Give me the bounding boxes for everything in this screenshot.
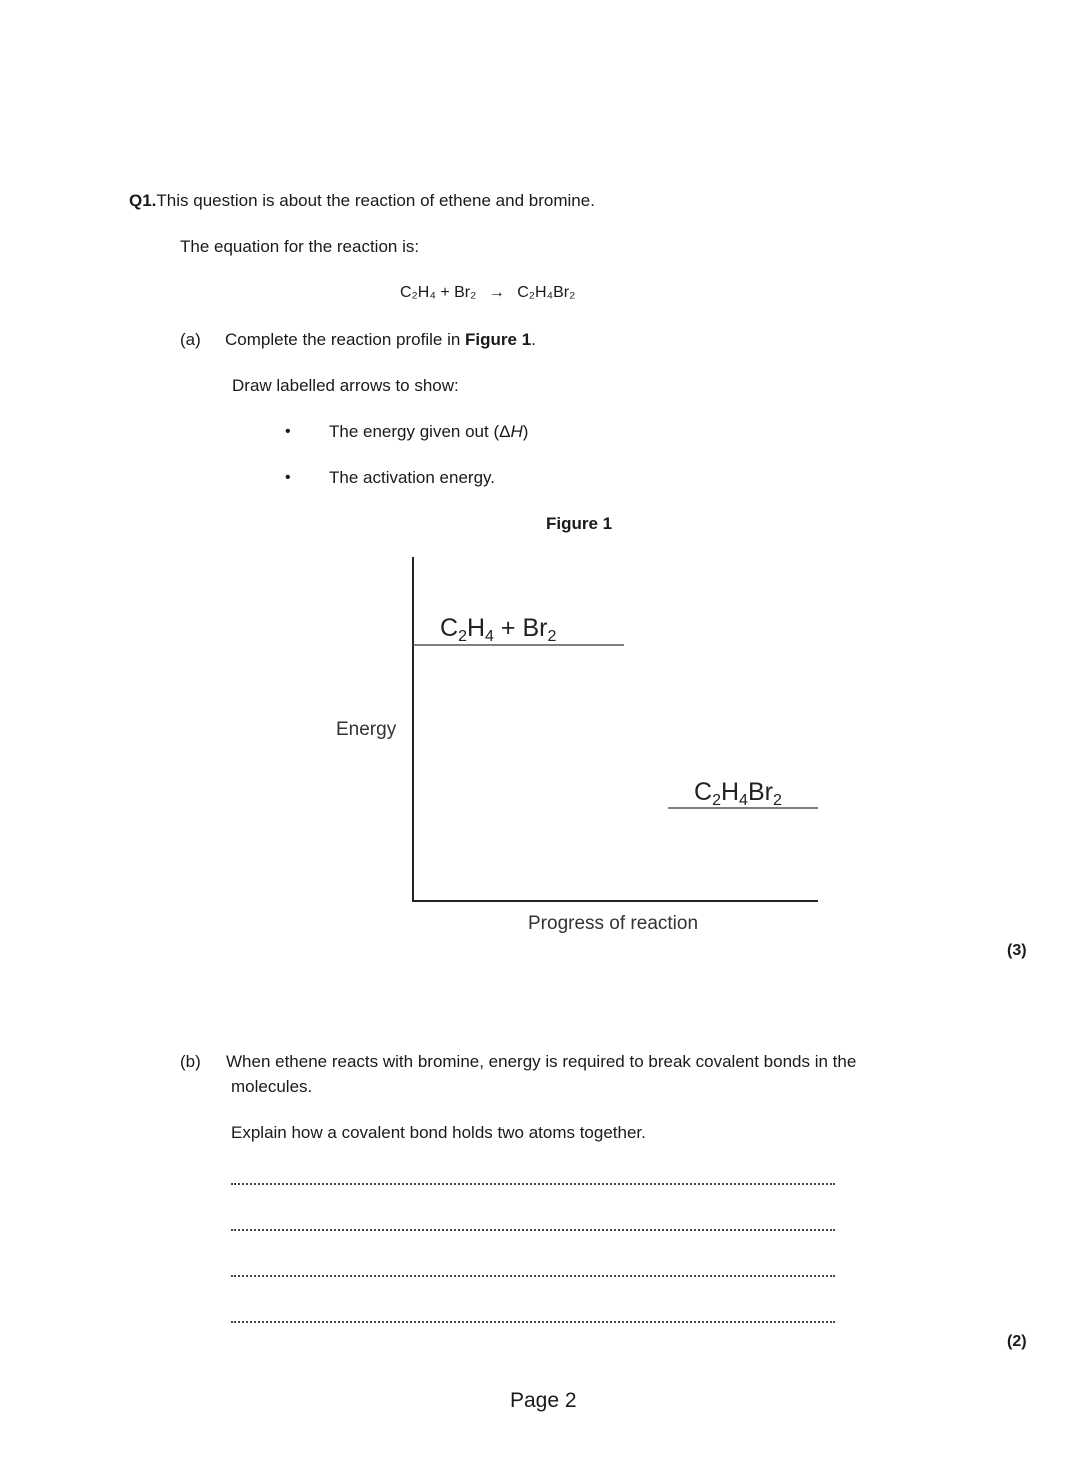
- part-b-text-line1: When ethene reacts with bromine, energy is required to break covalent bonds in the: [226, 1052, 857, 1071]
- question-intro-text: This question is about the reaction of ethene and bromine.: [156, 191, 595, 210]
- y-axis-label: Energy: [336, 719, 397, 740]
- bullet-symbol: •: [285, 423, 291, 440]
- answer-line[interactable]: [231, 1321, 835, 1323]
- equation-product: C₂H₄Br₂: [517, 284, 576, 301]
- product-label: $C_2H_4Br_2$: [694, 778, 782, 809]
- answer-line[interactable]: [231, 1229, 835, 1231]
- equation-reactant-ethene: C₂H₄: [400, 284, 436, 301]
- answer-line[interactable]: [231, 1183, 835, 1185]
- reactant-label: $C_2H_4 + Br_2$: [440, 614, 557, 645]
- question-number: Q1.: [129, 191, 157, 210]
- equation-plus: +: [440, 284, 450, 301]
- page-number: Page 2: [510, 1389, 577, 1412]
- figure-title: Figure 1: [546, 514, 613, 533]
- bullet-text: The energy given out (Δ: [329, 422, 511, 441]
- equation-reactant-bromine: Br₂: [454, 284, 477, 301]
- equation-lead: The equation for the reaction is:: [180, 237, 420, 256]
- draw-instruction: Draw labelled arrows to show:: [232, 376, 459, 395]
- part-b-text-line2: molecules.: [231, 1077, 313, 1096]
- x-axis-label: Progress of reaction: [528, 913, 699, 934]
- part-a-instruction-prefix: Complete the reaction profile in: [225, 330, 466, 349]
- part-b-prompt: Explain how a covalent bond holds two atoms together.: [231, 1123, 646, 1142]
- bullet-suffix: ): [522, 422, 529, 441]
- part-a-marks: (3): [1007, 942, 1027, 959]
- bullet-activation-energy: The activation energy.: [329, 468, 495, 487]
- answer-line[interactable]: [231, 1275, 835, 1277]
- equation-arrow: →: [488, 284, 505, 301]
- part-a-instruction-suffix: .: [531, 330, 536, 349]
- bullet-italic: H: [510, 422, 523, 441]
- part-a-figure-ref: Figure 1: [465, 330, 532, 349]
- bullet-symbol: •: [285, 469, 291, 486]
- part-b-marks: (2): [1007, 1333, 1027, 1350]
- part-a-label: (a): [180, 330, 201, 349]
- part-b-label: (b): [180, 1052, 201, 1071]
